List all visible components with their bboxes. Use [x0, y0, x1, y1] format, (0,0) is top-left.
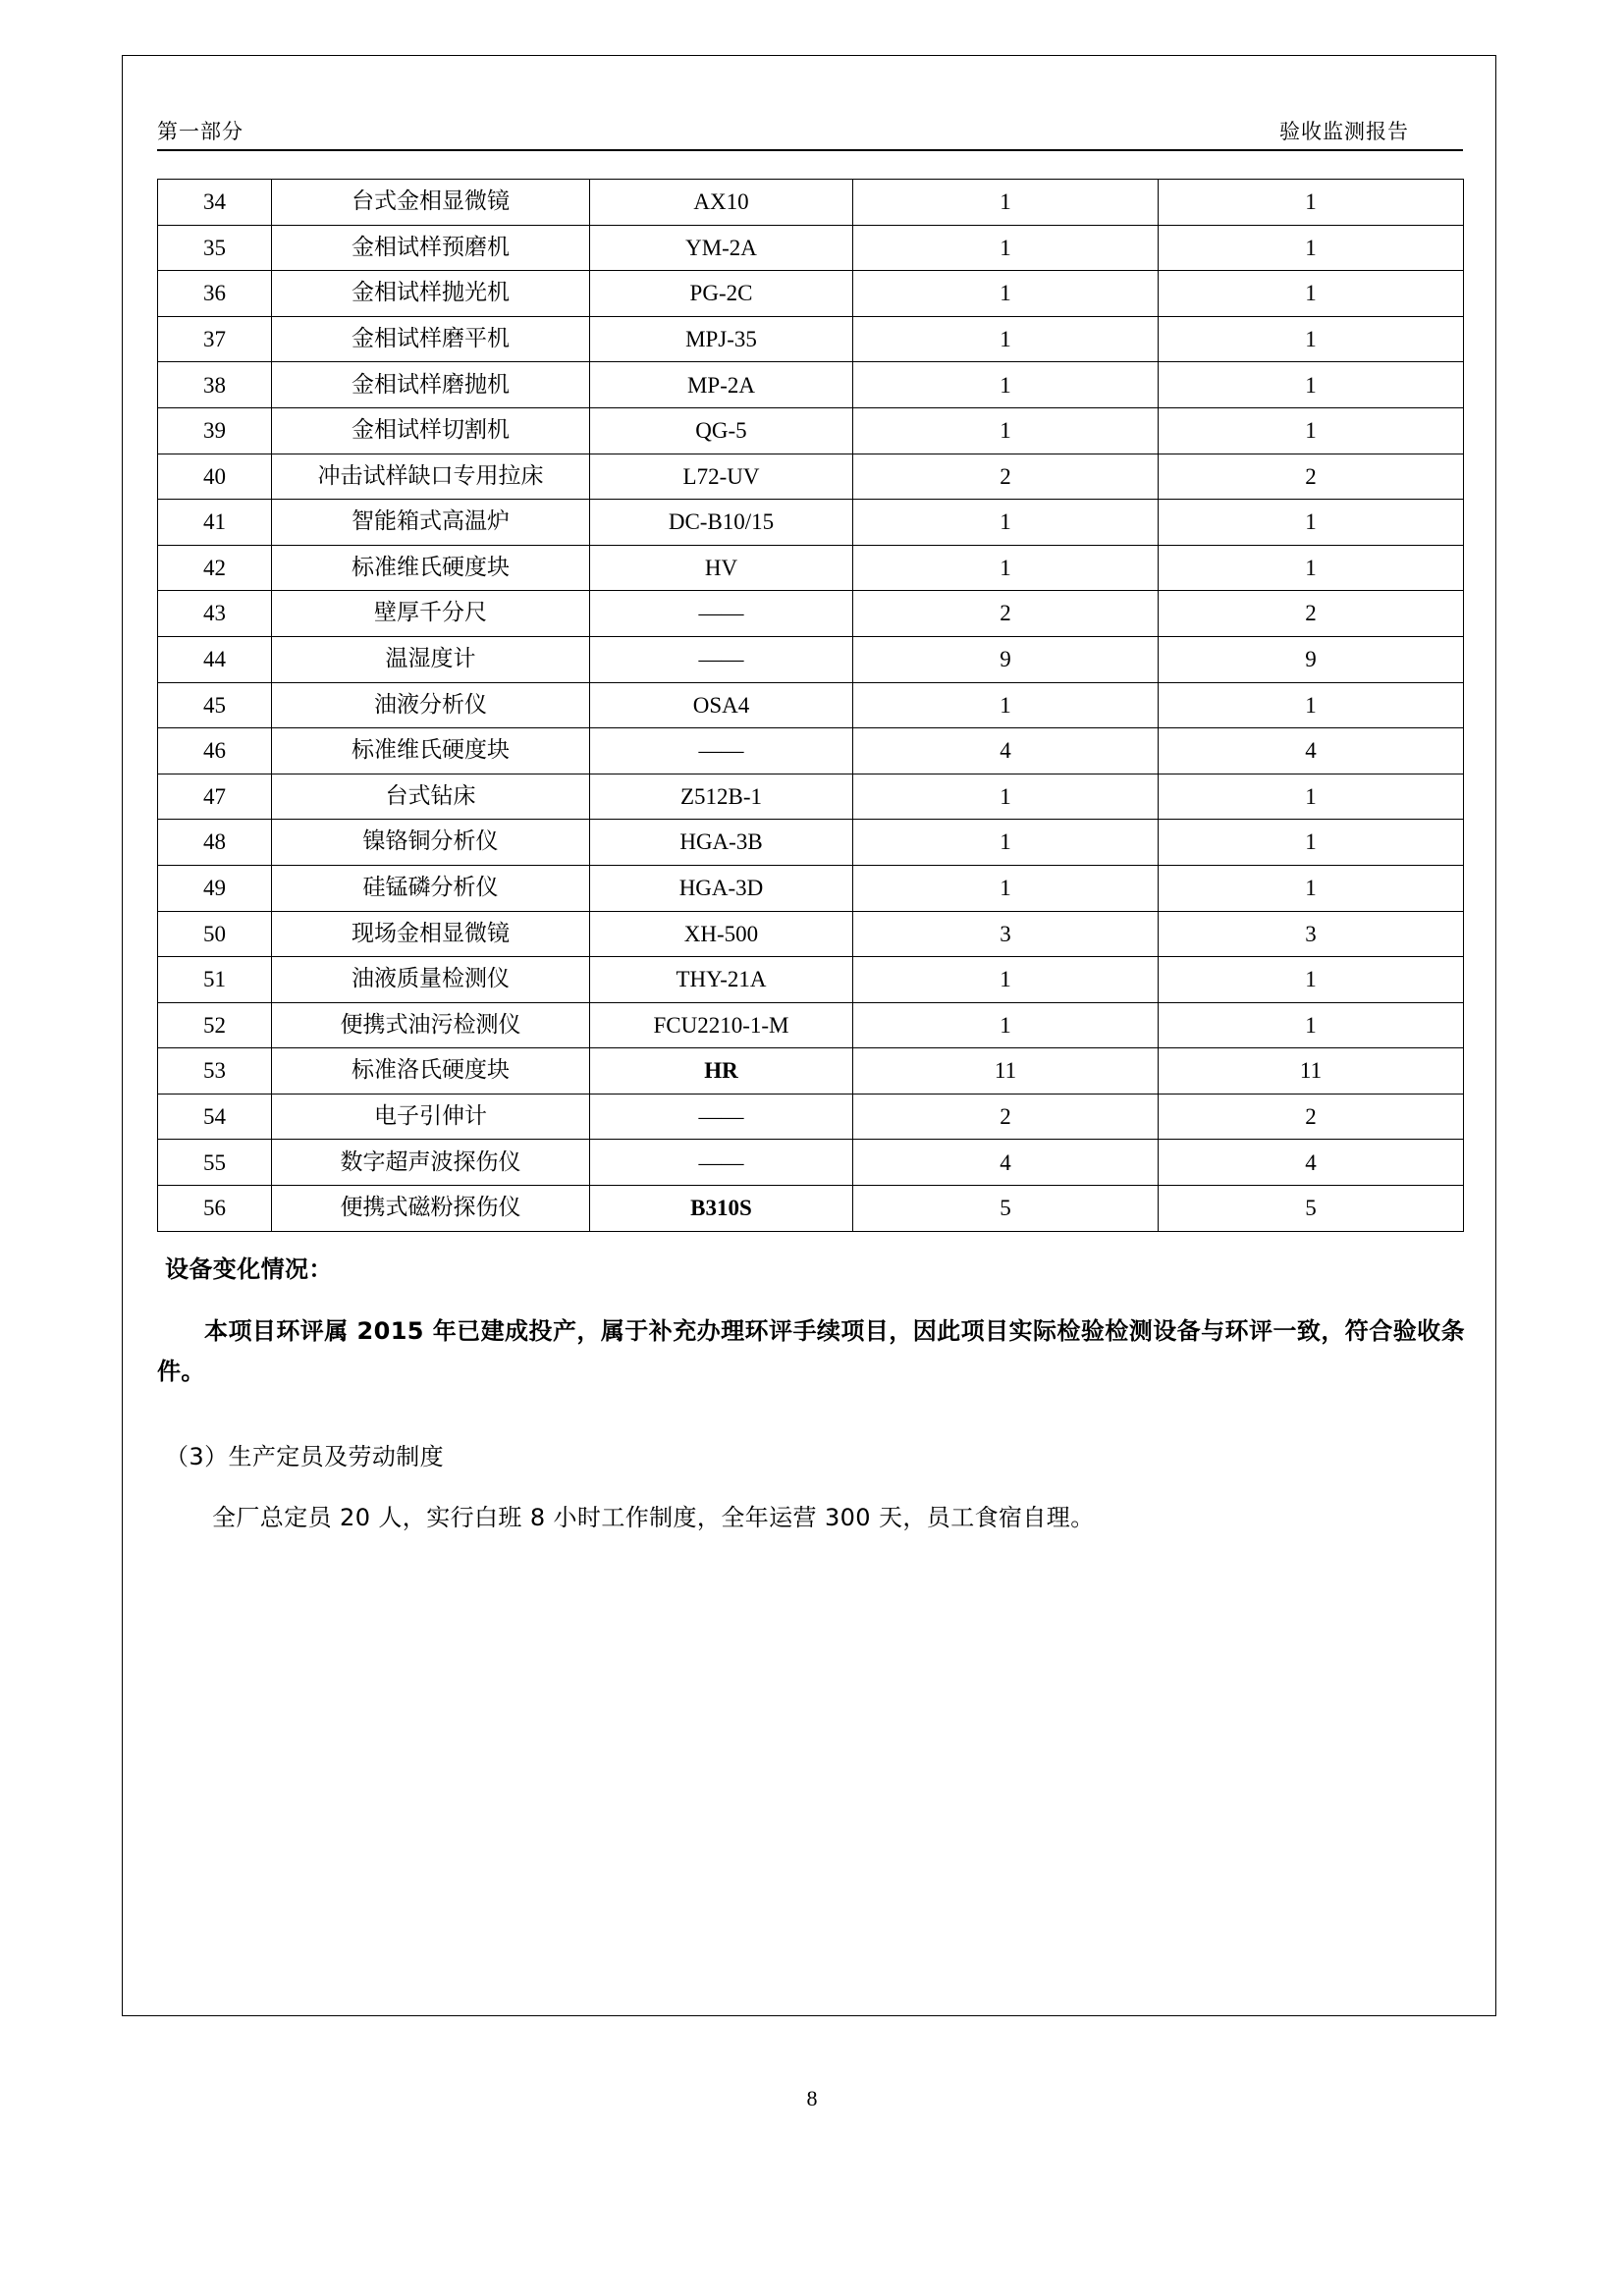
equipment-change-text: 本项目环评属 2015 年已建成投产，属于补充办理环评手续项目，因此项目实际检验检测设备与环评一致，符合验收条件。: [157, 1316, 1465, 1386]
cell-qty-actual: 3: [1159, 911, 1464, 957]
cell-equipment-name: 便携式油污检测仪: [272, 1002, 590, 1048]
cell-model: ——: [590, 591, 853, 637]
cell-equipment-name: 电子引伸计: [272, 1094, 590, 1140]
cell-model: QG-5: [590, 407, 853, 454]
cell-index: 49: [158, 865, 272, 911]
cell-qty-actual: 1: [1159, 774, 1464, 820]
cell-qty-ea: 1: [853, 1002, 1159, 1048]
cell-qty-ea: 5: [853, 1186, 1159, 1232]
cell-model: L72-UV: [590, 454, 853, 500]
table-row: [158, 1140, 1464, 1186]
cell-model: ——: [590, 728, 853, 774]
cell-index: 39: [158, 407, 272, 454]
table-row: [158, 545, 1464, 591]
table-row: [158, 820, 1464, 866]
cell-model: HGA-3D: [590, 865, 853, 911]
cell-equipment-name: 金相试样切割机: [272, 407, 590, 454]
cell-index: 43: [158, 591, 272, 637]
cell-qty-actual: 9: [1159, 636, 1464, 682]
cell-model: AX10: [590, 180, 853, 226]
cell-qty-actual: 5: [1159, 1186, 1464, 1232]
cell-equipment-name: 油液分析仪: [272, 682, 590, 728]
cell-qty-actual: 1: [1159, 1002, 1464, 1048]
cell-index: 47: [158, 774, 272, 820]
cell-qty-actual: 4: [1159, 728, 1464, 774]
cell-index: 55: [158, 1140, 272, 1186]
cell-qty-actual: 1: [1159, 820, 1464, 866]
cell-qty-ea: 2: [853, 591, 1159, 637]
table-row: [158, 774, 1464, 820]
cell-equipment-name: 壁厚千分尺: [272, 591, 590, 637]
table-row: [158, 728, 1464, 774]
cell-equipment-name: 金相试样预磨机: [272, 225, 590, 271]
cell-equipment-name: 金相试样磨平机: [272, 316, 590, 362]
cell-qty-actual: 1: [1159, 225, 1464, 271]
table-row: [158, 180, 1464, 226]
cell-qty-ea: 1: [853, 682, 1159, 728]
cell-qty-actual: 1: [1159, 316, 1464, 362]
cell-qty-ea: 1: [853, 316, 1159, 362]
table-row: [158, 591, 1464, 637]
cell-equipment-name: 台式钻床: [272, 774, 590, 820]
cell-model: MP-2A: [590, 362, 853, 408]
cell-qty-actual: 1: [1159, 407, 1464, 454]
table-row: [158, 500, 1464, 546]
page-number: 8: [806, 2086, 818, 2110]
cell-qty-actual: 1: [1159, 865, 1464, 911]
cell-model: YM-2A: [590, 225, 853, 271]
cell-qty-ea: 1: [853, 271, 1159, 317]
cell-model: Z512B-1: [590, 774, 853, 820]
table-row: [158, 865, 1464, 911]
equipment-table: [157, 179, 1464, 1232]
table-row: [158, 407, 1464, 454]
cell-equipment-name: 金相试样磨抛机: [272, 362, 590, 408]
cell-equipment-name: 智能箱式高温炉: [272, 500, 590, 546]
section-title-production-staffing: （3）生产定员及劳动制度: [165, 1443, 445, 1471]
cell-qty-ea: 2: [853, 1094, 1159, 1140]
cell-qty-actual: 1: [1159, 271, 1464, 317]
cell-qty-ea: 1: [853, 774, 1159, 820]
table-row: [158, 316, 1464, 362]
table-row: [158, 636, 1464, 682]
cell-index: 52: [158, 1002, 272, 1048]
cell-model: ——: [590, 1094, 853, 1140]
table-row: [158, 957, 1464, 1003]
cell-index: 40: [158, 454, 272, 500]
cell-equipment-name: 台式金相显微镜: [272, 180, 590, 226]
cell-model: FCU2210-1-M: [590, 1002, 853, 1048]
cell-qty-ea: 1: [853, 407, 1159, 454]
cell-model: PG-2C: [590, 271, 853, 317]
cell-index: 54: [158, 1094, 272, 1140]
header-left-text: 第一部分: [157, 120, 244, 143]
cell-qty-ea: 1: [853, 180, 1159, 226]
header-right-text: 验收监测报告: [1279, 120, 1409, 143]
cell-model: XH-500: [590, 911, 853, 957]
cell-equipment-name: 冲击试样缺口专用拉床: [272, 454, 590, 500]
cell-equipment-name: 标准维氏硬度块: [272, 545, 590, 591]
staffing-text: 全厂总定员 20 人，实行白班 8 小时工作制度，全年运营 300 天，员工食宿自理。: [212, 1503, 1095, 1531]
table-row: [158, 271, 1464, 317]
cell-index: 41: [158, 500, 272, 546]
table-row: [158, 362, 1464, 408]
cell-qty-ea: 1: [853, 820, 1159, 866]
cell-index: 51: [158, 957, 272, 1003]
cell-qty-ea: 1: [853, 545, 1159, 591]
cell-qty-ea: 1: [853, 865, 1159, 911]
cell-equipment-name: 硅锰磷分析仪: [272, 865, 590, 911]
cell-qty-actual: 1: [1159, 180, 1464, 226]
cell-qty-actual: 1: [1159, 682, 1464, 728]
cell-qty-ea: 9: [853, 636, 1159, 682]
cell-qty-ea: 2: [853, 454, 1159, 500]
cell-model: ——: [590, 636, 853, 682]
running-header: [157, 106, 1463, 151]
cell-index: 53: [158, 1048, 272, 1095]
cell-qty-ea: 1: [853, 957, 1159, 1003]
cell-qty-actual: 11: [1159, 1048, 1464, 1095]
cell-equipment-name: 标准洛氏硬度块: [272, 1048, 590, 1095]
table-row: [158, 454, 1464, 500]
cell-index: 36: [158, 271, 272, 317]
cell-model: HV: [590, 545, 853, 591]
cell-index: 50: [158, 911, 272, 957]
cell-model: MPJ-35: [590, 316, 853, 362]
cell-equipment-name: 现场金相显微镜: [272, 911, 590, 957]
cell-qty-actual: 1: [1159, 362, 1464, 408]
cell-model: HR: [590, 1048, 853, 1095]
cell-model: B310S: [590, 1186, 853, 1232]
cell-index: 38: [158, 362, 272, 408]
cell-model: OSA4: [590, 682, 853, 728]
cell-index: 45: [158, 682, 272, 728]
table-row: [158, 1002, 1464, 1048]
table-row: [158, 1186, 1464, 1232]
cell-index: 37: [158, 316, 272, 362]
cell-qty-ea: 3: [853, 911, 1159, 957]
cell-qty-ea: 1: [853, 362, 1159, 408]
cell-index: 56: [158, 1186, 272, 1232]
equipment-change-label: 设备变化情况：: [165, 1255, 333, 1283]
cell-equipment-name: 标准维氏硬度块: [272, 728, 590, 774]
cell-qty-actual: 2: [1159, 1094, 1464, 1140]
table-row: [158, 911, 1464, 957]
cell-equipment-name: 油液质量检测仪: [272, 957, 590, 1003]
cell-qty-ea: 4: [853, 728, 1159, 774]
cell-model: ——: [590, 1140, 853, 1186]
cell-equipment-name: 便携式磁粉探伤仪: [272, 1186, 590, 1232]
cell-qty-actual: 1: [1159, 545, 1464, 591]
cell-qty-actual: 1: [1159, 500, 1464, 546]
cell-equipment-name: 金相试样抛光机: [272, 271, 590, 317]
cell-equipment-name: 温湿度计: [272, 636, 590, 682]
cell-index: 34: [158, 180, 272, 226]
table-row: [158, 682, 1464, 728]
cell-model: THY-21A: [590, 957, 853, 1003]
cell-qty-actual: 4: [1159, 1140, 1464, 1186]
table-row: [158, 1094, 1464, 1140]
cell-model: HGA-3B: [590, 820, 853, 866]
cell-index: 44: [158, 636, 272, 682]
cell-qty-ea: 4: [853, 1140, 1159, 1186]
cell-qty-ea: 1: [853, 500, 1159, 546]
page-content: [157, 179, 1465, 1538]
cell-qty-actual: 2: [1159, 591, 1464, 637]
table-row: [158, 225, 1464, 271]
cell-index: 42: [158, 545, 272, 591]
cell-index: 46: [158, 728, 272, 774]
cell-qty-actual: 2: [1159, 454, 1464, 500]
cell-qty-ea: 11: [853, 1048, 1159, 1095]
cell-qty-ea: 1: [853, 225, 1159, 271]
cell-model: DC-B10/15: [590, 500, 853, 546]
table-row: [158, 1048, 1464, 1095]
cell-index: 48: [158, 820, 272, 866]
cell-index: 35: [158, 225, 272, 271]
cell-equipment-name: 镍铬铜分析仪: [272, 820, 590, 866]
cell-equipment-name: 数字超声波探伤仪: [272, 1140, 590, 1186]
cell-qty-actual: 1: [1159, 957, 1464, 1003]
